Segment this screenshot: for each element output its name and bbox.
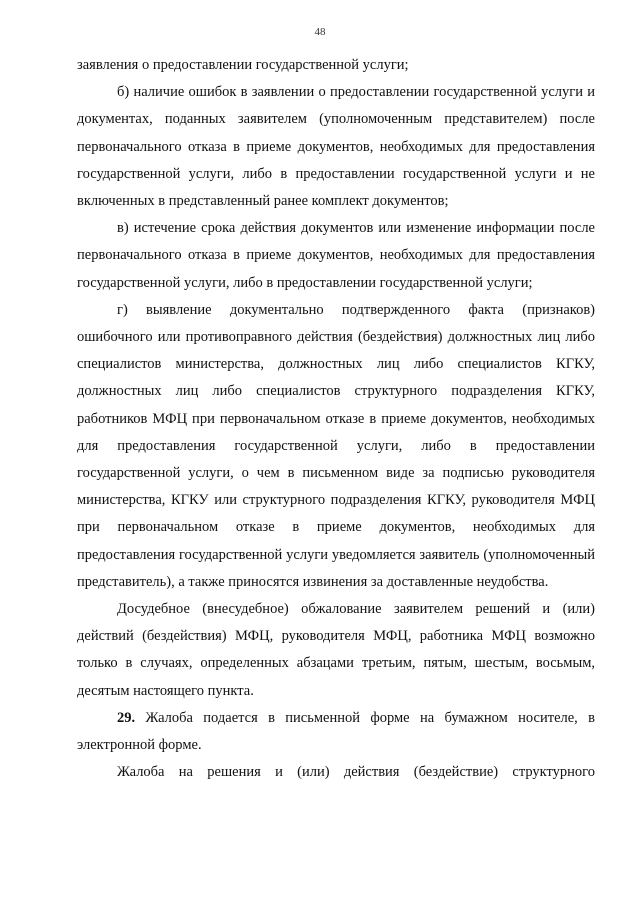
paragraph-clause-29 (77, 705, 595, 759)
paragraph-text: Жалоба на решения и (или) действия (бездействие) структурного (117, 764, 595, 781)
paragraph-appeal (77, 596, 595, 705)
paragraph-item-b (77, 79, 595, 215)
paragraph-text: г) выявление документально подтвержденного факта (признаков) ошибочного или противоправного действия (бездействия) должностных лиц либо специалистов министерства, должностных лиц либо специалистов КГКУ, должностных лиц либо специалистов структурного подразделения КГКУ, работников МФЦ при первоначальном отказе в приеме документов, необходимых для предоставления государственной услуги, либо в предоставлении государственной услуги, о чем в письменном виде за подписью руководителя министерства, КГКУ или структурного подразделения КГКУ, руководителя МФЦ при первоначальном отказе в приеме документов, необходимых для предоставления государственной услуги уведомляется заявитель (уполномоченный представитель), а также приносятся извинения за доставленные неудобства. (77, 301, 595, 590)
paragraph-continuation (77, 52, 595, 79)
paragraph-text: б) наличие ошибок в заявлении о предоставлении государственной услуги и документах, поданных заявителем (уполномоченным представителем) после первоначального отказа в приеме документов, необходимых для предоставления государственной услуги, либо в предоставлении государственной услуги и не включенных в представленный ранее комплект документов; (77, 84, 595, 210)
clause-number: 29. (117, 709, 136, 726)
paragraph-text: Досудебное (внесудебное) обжалование заявителем решений и (или) действий (бездействия) МФЦ, руководителя МФЦ, работника МФЦ возможно только в случаях, определенных абзацами третьим, пятым, шестым, восьмым, десятым настоящего пункта. (77, 601, 595, 699)
paragraph-text: заявления о предоставлении государственной услуги; (77, 57, 409, 73)
paragraph-item-v (77, 215, 595, 297)
page-number: 48 (314, 26, 326, 38)
paragraph-text: в) истечение срока действия документов или изменение информации после первоначального отказа в приеме документов, необходимых для предоставления государственной услуги, либо в предоставлении государственной услуги; (77, 220, 595, 291)
document-body (77, 52, 595, 786)
paragraph-complaint (77, 759, 595, 786)
paragraph-text: Жалоба подается в письменной форме на бумажном носителе, в электронной форме. (77, 709, 595, 754)
paragraph-item-g (77, 297, 595, 596)
